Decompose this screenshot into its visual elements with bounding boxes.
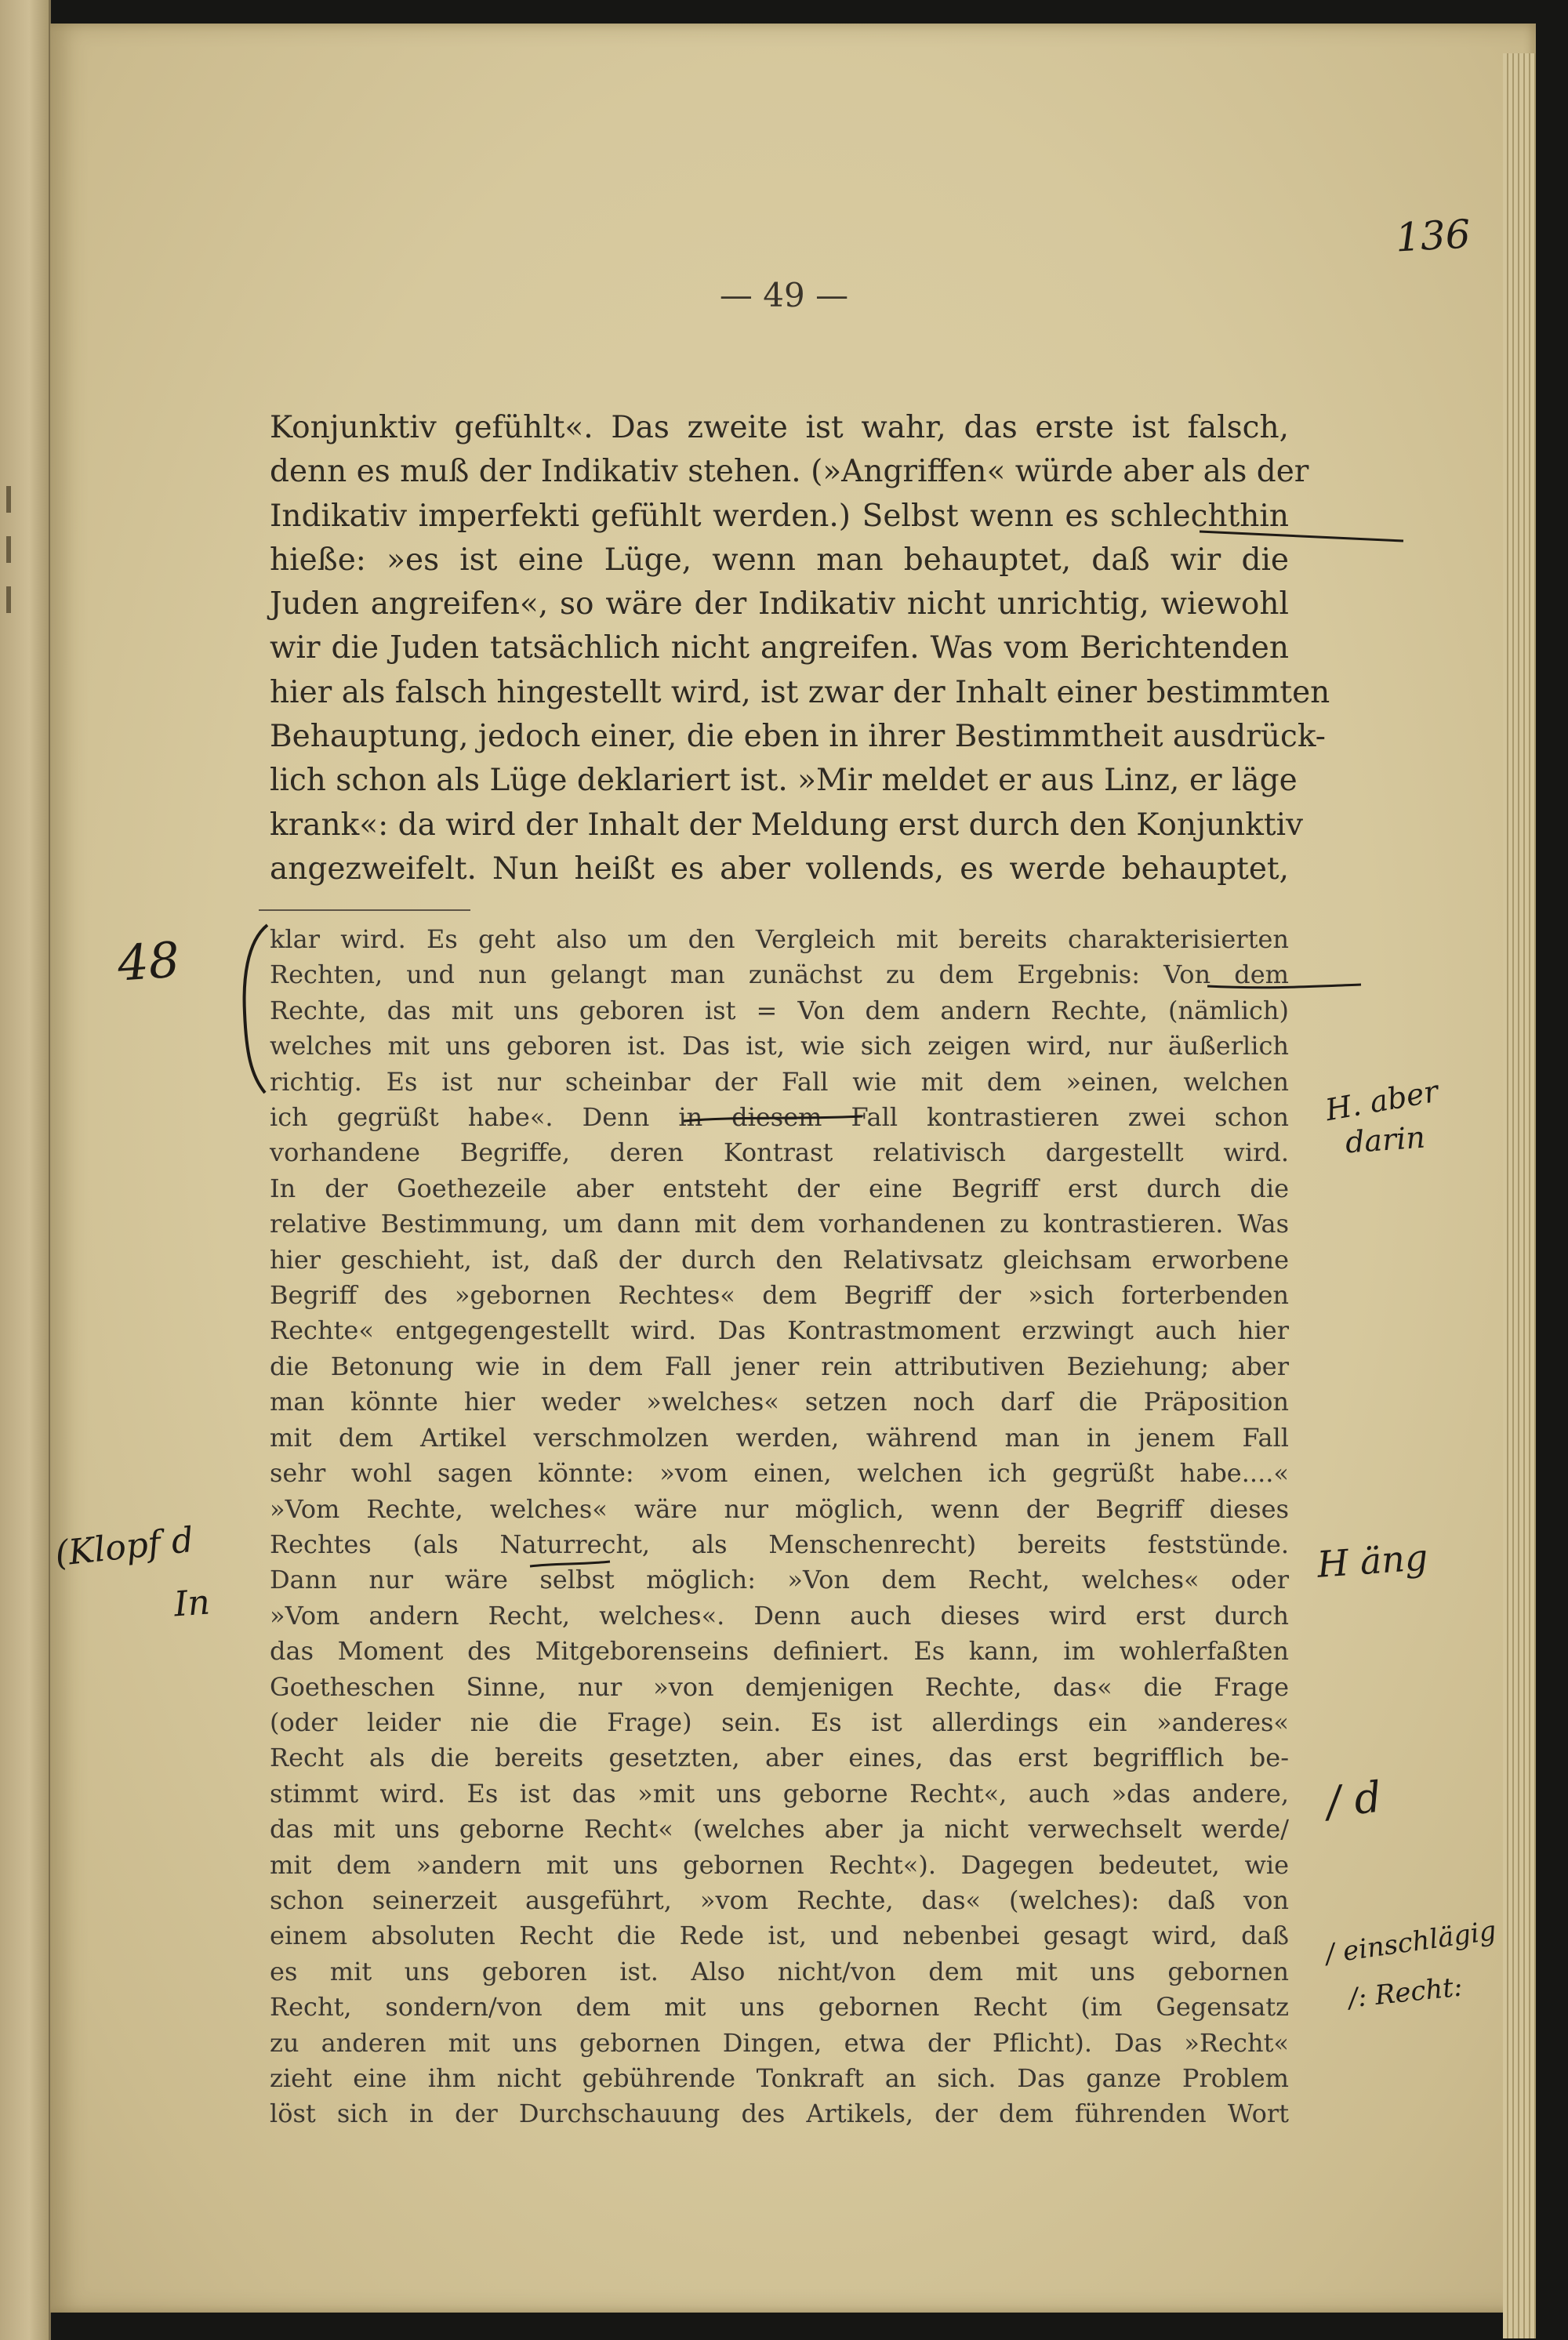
body-text-line: lich schon als Lüge deklariert ist. »Mir meldet er aus Linz, er läge (270, 763, 1298, 799)
footnote-text-line: Recht als die bereits gesetzten, aber eines, das erst begrifflich be- (270, 1743, 1289, 1773)
footnote-text-line: Dann nur wäre selbst möglich: »Von dem Recht, welches« oder (270, 1565, 1289, 1595)
margin-note-aber: H. aber (1323, 1073, 1441, 1128)
footnote-text-line: Begriff des »gebornen Rechtes« dem Begriff der »sich forterbenden (270, 1280, 1289, 1311)
footnote-text-line: das mit uns geborne Recht« (welches aber ja nicht verwechselt werde/ (270, 1814, 1289, 1845)
page-edges (1503, 53, 1536, 2338)
body-text-line: krank«: da wird der Inhalt der Meldung erst durch den Konjunktiv (270, 807, 1304, 843)
footnote-text-line: richtig. Es ist nur scheinbar der Fall wie mit dem »einen, welchen (270, 1066, 1289, 1097)
footnote-text-line: Rechten, und nun gelangt man zunächst zu dem Ergebnis: Von dem (270, 960, 1289, 990)
body-text-line: denn es muß der Indikativ stehen. (»Angriffen« würde aber als der (270, 454, 1309, 490)
footnote-text-line: Recht, sondern/von dem mit uns gebornen Recht (im Gegensatz (270, 1992, 1289, 2023)
body-text-line: hier als falsch hingestellt wird, ist zwar der Inhalt einer bestimmten (270, 674, 1330, 710)
footnote-text-line: zieht eine ihm nicht gebührende Tonkraft an sich. Das ganze Problem (270, 2063, 1289, 2093)
left-page-edge (0, 0, 51, 2340)
margin-note-in: In (172, 1582, 212, 1625)
footnote-text-line: mit dem Artikel verschmolzen werden, während man in jenem Fall (270, 1422, 1289, 1453)
footnote-text-line: sehr wohl sagen könnte: »vom einen, welchen ich gegrüßt habe....« (270, 1458, 1289, 1489)
body-text-line: Indikativ imperfekti gefühlt werden.) Selbst wenn es schlechthin (270, 498, 1289, 534)
footnote-text-line: Rechte« entgegengestellt wird. Das Kontrastmoment erzwingt auch hier (270, 1315, 1289, 1346)
margin-note-48: 48 (115, 931, 182, 992)
margin-note-klopf: (Klopf d (53, 1519, 196, 1575)
body-text-line: angezweifelt. Nun heißt es aber vollends, es werde behauptet, (270, 851, 1289, 887)
footnote-text-line: einem absoluten Recht die Rede ist, und nebenbei gesagt wird, daß (270, 1921, 1289, 1951)
footnote-text-line: Rechte, das mit uns geboren ist = Von dem andern Rechte, (nämlich) (270, 995, 1289, 1025)
body-text-line: Behauptung, jedoch einer, die eben in ihrer Bestimmtheit ausdrück- (270, 719, 1326, 755)
footnote-text-line: mit dem »andern mit uns gebornen Recht«). Dagegen bedeutet, wie (270, 1849, 1289, 1880)
footnote-text-line: Goetheschen Sinne, nur »von demjenigen Rechte, das« die Frage (270, 1671, 1289, 1702)
body-text-line: hieße: »es ist eine Lüge, wenn man behauptet, daß wir die (270, 542, 1289, 578)
footnote-text-line: »Vom Rechte, welches« wäre nur möglich, wenn der Begriff dieses (270, 1493, 1289, 1524)
margin-note-darin: darin (1344, 1119, 1427, 1160)
footnote-text-line: relative Bestimmung, um dann mit dem vorhandenen zu kontrastieren. Was (270, 1209, 1289, 1239)
footnote-text-line: stimmt wird. Es ist das »mit uns geborne Recht«, auch »das andere, (270, 1778, 1289, 1809)
footnote-text-line: »Vom andern Recht, welches«. Denn auch dieses wird erst durch (270, 1600, 1289, 1631)
footnote-text-line: klar wird. Es geht also um den Vergleich mit bereits charakterisierten (270, 924, 1289, 954)
footnote-text-line: vorhandene Begriffe, deren Kontrast relativisch dargestellt wird. (270, 1137, 1289, 1168)
main-body-text (270, 406, 1330, 891)
footnote-text-line: In der Goethezeile aber entsteht der eine Begriff erst durch die (270, 1173, 1289, 1203)
footnote-rule (259, 909, 470, 911)
margin-note-recht: /: Recht: (1347, 1971, 1465, 2015)
footnote-text-line: löst sich in der Durchschauung des Artikels, der dem führenden Wort (270, 2099, 1289, 2129)
footnote-text-line: (oder leider nie die Frage) sein. Es ist allerdings ein »anderes« (270, 1707, 1289, 1737)
running-head-page-number: — 49 — (719, 276, 849, 314)
footnote-text-line: ich gegrüßt habe«. Denn in diesem Fall kontrastieren zwei schon (270, 1102, 1289, 1133)
footnote-text-line: die Betonung wie in dem Fall jener rein attributiven Beziehung; aber (270, 1351, 1289, 1381)
footnote-text-line: man könnte hier weder »welches« setzen noch darf die Präposition (270, 1387, 1289, 1417)
margin-note-haeng: H äng (1316, 1536, 1429, 1586)
footnote-text-line: zu anderen mit uns gebornen Dingen, etwa der Pflicht). Das »Recht« (270, 2027, 1289, 2058)
footnote-text (270, 922, 1289, 2132)
left-edge-marks (6, 486, 22, 643)
margin-note-einschlaegig: / einschlägig (1323, 1914, 1498, 1971)
footnote-text-line: welches mit uns geboren ist. Das ist, wie sich zeigen wird, nur äußerlich (270, 1031, 1289, 1061)
handwritten-folio-number: 136 (1394, 211, 1472, 261)
footnote-text-line: Rechtes (als Naturrecht, als Menschenrecht) bereits feststünde. (270, 1529, 1289, 1559)
footnote-text-line: es mit uns geboren ist. Also nicht/von dem mit uns gebornen (270, 1956, 1289, 1986)
footnote-text-line: schon seinerzeit ausgeführt, »vom Rechte, das« (welches): daß von (270, 1885, 1289, 1915)
footnote-text-line: hier geschieht, ist, daß der durch den Relativsatz gleichsam erworbene (270, 1244, 1289, 1275)
footnote-text-line: das Moment des Mitgeborenseins definiert. Es kann, im wohlerfaßten (270, 1636, 1289, 1667)
body-text-line: Konjunktiv gefühlt«. Das zweite ist wahr, das erste ist falsch, (270, 410, 1289, 445)
body-text-line: Juden angreifen«, so wäre der Indikativ nicht unrichtig, wiewohl (270, 586, 1289, 622)
body-text-line: wir die Juden tatsächlich nicht angreifen. Was vom Berichtenden (270, 630, 1289, 666)
margin-note-slash: / d (1323, 1772, 1385, 1827)
